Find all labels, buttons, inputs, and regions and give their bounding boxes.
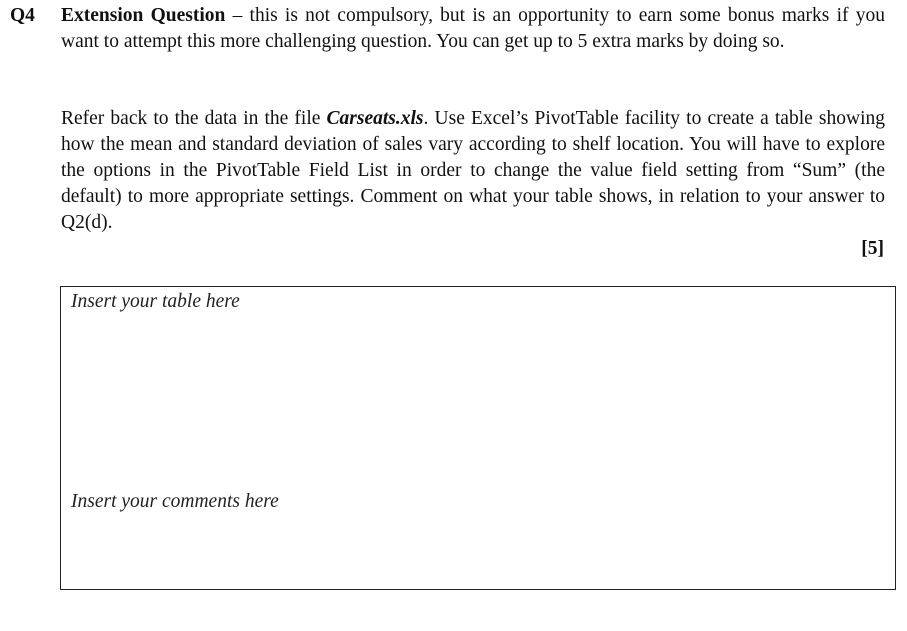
answer-box[interactable] [60,286,896,590]
question-heading: Extension Question [61,5,226,26]
file-name: Carseats.xls [326,108,424,129]
question-body-before-file: Refer back to the data in the file [61,108,327,129]
question-body-paragraph [61,106,885,236]
comments-placeholder[interactable]: Insert your comments here [71,491,279,512]
marks-label: [5] [861,238,884,259]
question-intro-text: – this is not compulsory, but is an opportunity to earn some bonus marks if you want to attempt this more challenging question. You can get up to 5 extra marks by doing so. [61,5,885,52]
question-body-after-file: . Use Excel’s PivotTable facility to create a table showing how the mean and standard deviation of sales vary according to shelf location. You will have to explore the options in the PivotTable Field List in order to change the value field setting from “Sum” (the default) to more appropriate settings. Comment on what your table shows, in relation to your answer to Q2(d). [61,108,885,233]
table-placeholder[interactable]: Insert your table here [71,291,240,312]
question-number: Q4 [10,5,35,26]
question-intro-paragraph [61,3,885,55]
